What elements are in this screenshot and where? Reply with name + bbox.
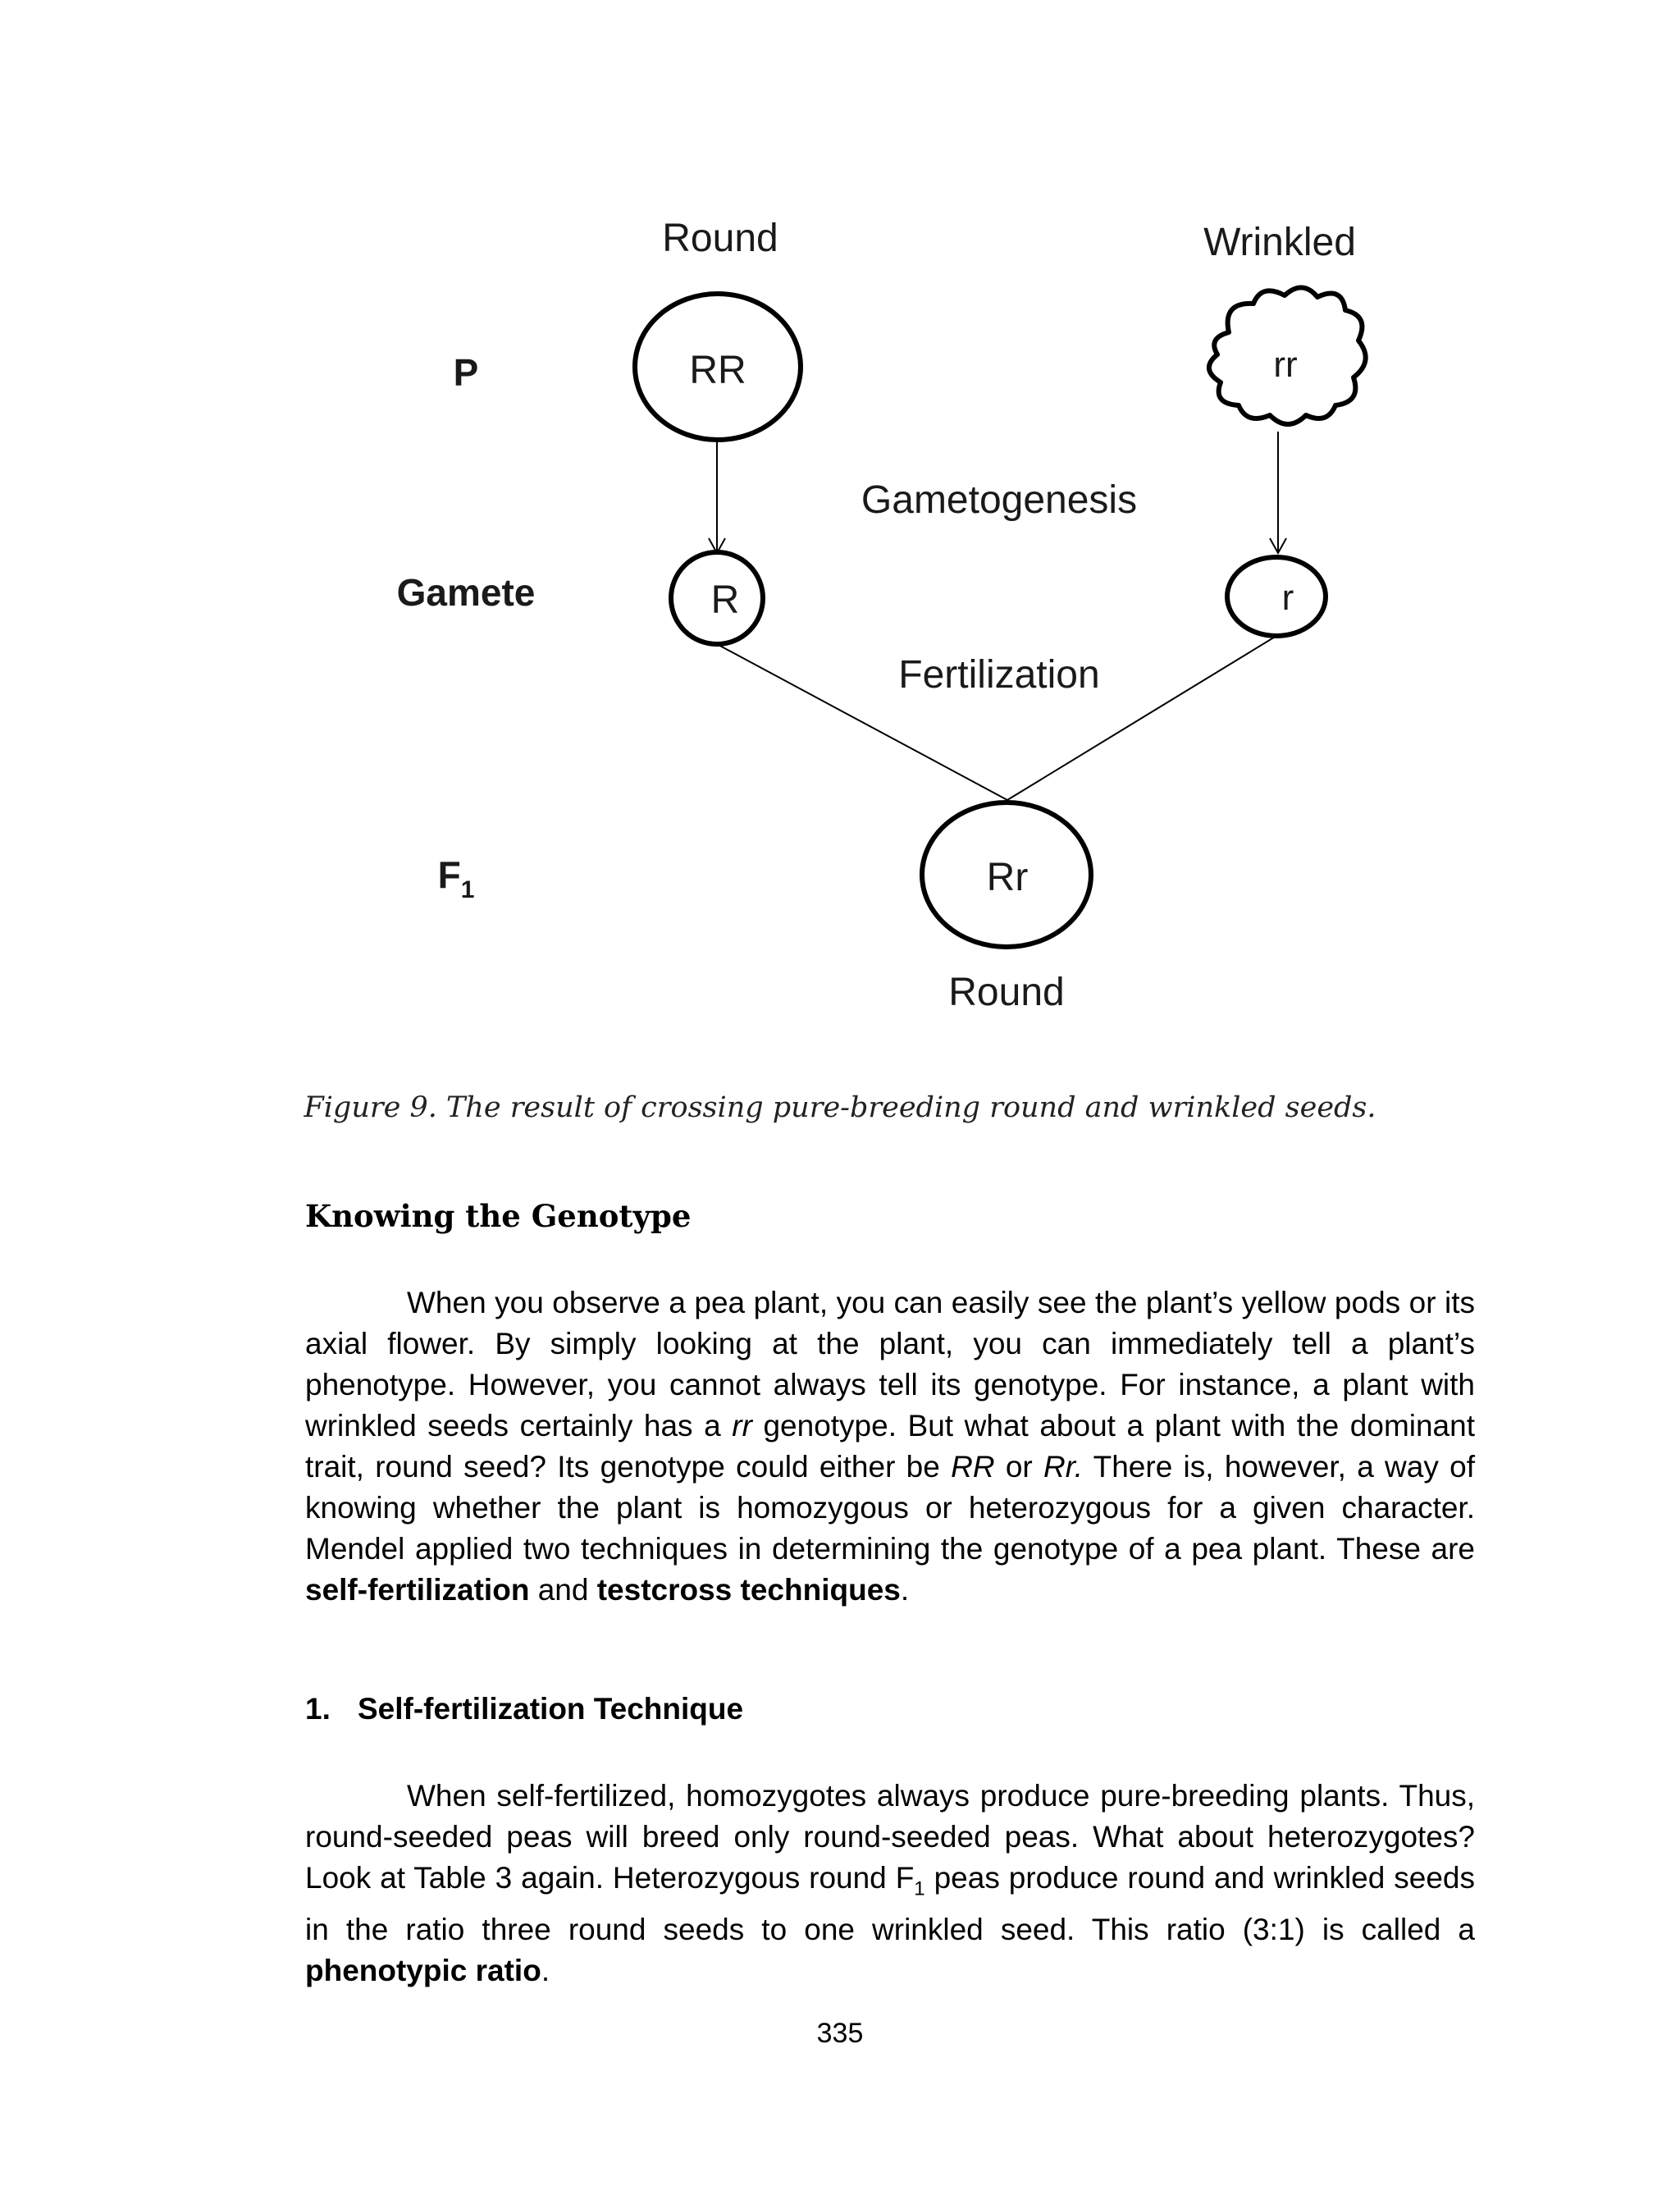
para1-bold-self-fertilization: self-fertilization [305,1573,530,1607]
row-label-f1-subscript: 1 [460,876,475,903]
row-label-f1-main: F [437,853,461,896]
parent-left-genotype: RR [689,349,746,392]
para1-bold-testcross: testcross techniques [596,1573,901,1607]
gamete-right-allele: r [1281,578,1294,618]
monohybrid-cross-diagram [0,0,1680,1067]
row-label-gamete: Gamete [396,571,536,614]
para2-text-1: When self-fertilized, homozygotes always produce pure-breeding plants. Thus, round-seeded peas will breed only round-seeded peas. What about heterozygotes? Look at Table 3 again. Heterozygous round F [305,1779,1475,1895]
parent-left-phenotype-label: Round [662,217,778,260]
subsection-heading [305,1692,743,1726]
figure-caption: Figure 9. The result of crossing pure-breeding round and wrinkled seeds. [304,1091,1376,1124]
offspring-phenotype-label: Round [948,971,1065,1014]
parent-right-phenotype-label: Wrinkled [1203,221,1356,264]
para1-text-1: When you observe a pea plant, you can easily see the plant’s yellow pods or its axial flower. By simply looking at the plant, you can immediately tell a plant’s phenotype. However, you cannot always tell its genotype. For instance, a plant with wrinkled seeds certainly has a [305,1286,1475,1442]
para1-italic-Rr: Rr. [1043,1450,1083,1484]
para1-text-2: genotype. But what about a plant with the dominant trait, round seed? Its genotype could either be [305,1409,1475,1484]
para1-text-6: . [900,1573,910,1607]
subsection-number: 1. [305,1692,331,1726]
para1-italic-rr: rr [732,1409,752,1442]
para1-italic-RR: RR [951,1450,995,1484]
fertilization-label: Fertilization [898,653,1100,697]
para1-text-4: There is, however, a way of knowing whether the plant is homozygous or heterozygous for a given character. Mendel applied two techniques in determining the genotype of a pea plant. These are [305,1450,1475,1566]
paragraph-self-fertilization [305,1776,1475,1991]
para2-text-3: . [541,1954,550,1988]
gametogenesis-label: Gametogenesis [861,478,1138,522]
section-heading: Knowing the Genotype [305,1198,692,1234]
para1-text-5: and [529,1573,597,1607]
offspring-genotype: Rr [986,856,1029,899]
row-label-p: P [453,351,479,394]
parent-right-genotype: rr [1273,345,1298,385]
gamete-right [1227,557,1326,636]
para2-text-2: peas produce round and wrinkled seeds in the ratio three round seeds to one wrinkled seed. This ratio (3:1) is called a [305,1861,1475,1947]
subsection-title: Self-fertilization Technique [358,1692,744,1726]
gamete-left-allele: R [710,578,740,622]
para1-text-3: or [994,1450,1044,1484]
paragraph-knowing-genotype [305,1282,1475,1611]
page-number: 335 [816,2018,864,2049]
para2-bold-phenotypic-ratio: phenotypic ratio [305,1954,541,1988]
row-label-f1 [438,853,475,903]
para2-subscript-1: 1 [914,1877,925,1900]
